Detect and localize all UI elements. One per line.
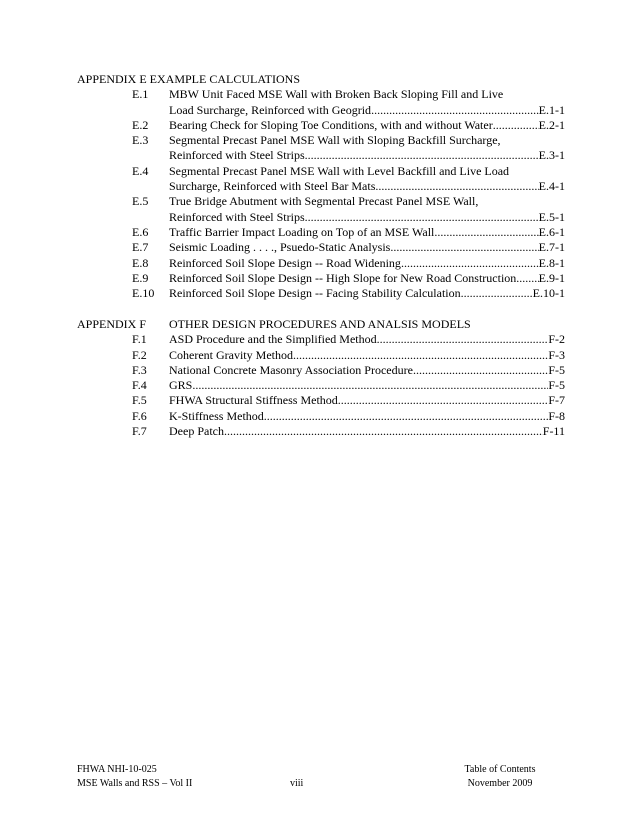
toc-entry-body <box>169 409 565 424</box>
toc-entry-line <box>169 363 565 378</box>
footer-doc-id: FHWA NHI-10-025 <box>77 764 157 775</box>
toc-entry[interactable] <box>77 240 565 255</box>
toc-entry-body <box>169 87 565 118</box>
toc-entry-page[interactable]: E.7-1 <box>538 240 565 255</box>
toc-entry-line <box>169 210 565 225</box>
toc-entry-title: Segmental Precast Panel MSE Wall with Sloping Backfill Surcharge, <box>169 133 501 148</box>
toc-entry-page[interactable]: E.3-1 <box>538 148 565 163</box>
toc-entry-title: Bearing Check for Sloping Toe Conditions, with and without Water <box>169 117 493 132</box>
dot-leader <box>377 332 549 347</box>
dot-leader <box>264 409 549 424</box>
toc-entry[interactable] <box>77 409 565 424</box>
toc-entry-number: E.4 <box>132 163 149 178</box>
toc-entry-page[interactable]: F-7 <box>548 393 565 408</box>
toc-entry-page[interactable]: F-8 <box>548 408 565 423</box>
toc-entry-page[interactable]: E.9-1 <box>538 270 565 285</box>
footer-section: Table of Contents <box>464 764 536 775</box>
toc-entry-body <box>169 164 565 195</box>
toc-entry-page[interactable]: E.5-1 <box>538 209 565 224</box>
toc-entry-line <box>169 378 565 393</box>
toc-entry-title: Surcharge, Reinforced with Steel Bar Mats <box>169 179 376 194</box>
toc-entry-number: F.1 <box>132 332 147 347</box>
footer-left <box>77 763 192 791</box>
toc-entry[interactable] <box>77 363 565 378</box>
toc-entry-title: National Concrete Masonry Association Procedure <box>169 362 413 377</box>
dot-leader <box>401 256 539 271</box>
toc-entry-title: FHWA Structural Stiffness Method <box>169 393 338 408</box>
toc-entry-page[interactable]: E.2-1 <box>538 117 565 132</box>
appendix-e-section <box>77 72 565 301</box>
toc-entry-line <box>169 286 565 301</box>
footer-doc-title: MSE Walls and RSS – Vol II <box>77 778 193 789</box>
toc-entry[interactable] <box>77 256 565 271</box>
toc-entry-number: F.3 <box>132 362 147 377</box>
toc-entry-title: True Bridge Abutment with Segmental Precast Panel MSE Wall, <box>169 194 479 209</box>
toc-entry-line <box>169 148 565 163</box>
toc-entry-line <box>169 164 565 179</box>
toc-entry-line <box>169 332 565 347</box>
toc-entry-body <box>169 271 565 286</box>
toc-entry-title: Coherent Gravity Method <box>169 347 293 362</box>
footer-date: November 2009 <box>467 778 533 789</box>
toc-entry[interactable] <box>77 378 565 393</box>
toc-entry[interactable] <box>77 133 565 164</box>
toc-entry-body <box>169 256 565 271</box>
toc-entry-line <box>169 118 565 133</box>
dot-leader <box>375 179 538 194</box>
dot-leader <box>434 225 538 240</box>
toc-entry-page[interactable]: F-11 <box>542 424 565 439</box>
toc-entry-number: F.4 <box>132 378 147 393</box>
toc-entry[interactable] <box>77 424 565 439</box>
toc-entry-body <box>169 378 565 393</box>
toc-entry-title: Reinforced Soil Slope Design -- High Slope for New Road Construction <box>169 270 517 285</box>
dot-leader <box>516 271 538 286</box>
toc-entry-line <box>169 225 565 240</box>
toc-entry-number: F.5 <box>132 393 147 408</box>
toc-entry-body <box>169 286 565 301</box>
toc-entry-page[interactable]: F-2 <box>548 332 565 347</box>
dot-leader <box>493 118 539 133</box>
appendix-e-title: APPENDIX E EXAMPLE CALCULATIONS <box>77 72 301 86</box>
toc-entry-number: E.5 <box>132 194 149 209</box>
appendix-f-label: APPENDIX F <box>77 317 147 331</box>
footer-page-number: viii <box>290 778 304 789</box>
toc-entry-number: E.9 <box>132 270 149 285</box>
toc-entry-title: Deep Patch <box>169 424 224 439</box>
toc-entry-title: Reinforced Soil Slope Design -- Facing Stability Calculation <box>169 286 461 301</box>
toc-entry-body <box>169 393 565 408</box>
toc-entry-body <box>169 133 565 164</box>
dot-leader <box>461 286 533 301</box>
toc-entry-page[interactable]: F-3 <box>548 347 565 362</box>
dot-leader <box>305 210 539 225</box>
toc-entry-line <box>169 409 565 424</box>
toc-entry-title: Seismic Loading . . . ., Psuedo-Static Analysis <box>169 240 391 255</box>
toc-entry-title: K-Stiffness Method <box>169 408 264 423</box>
toc-entry-line <box>169 179 565 194</box>
toc-entry-title: Load Surcharge, Reinforced with Geogrid <box>169 102 372 117</box>
toc-entry-line <box>169 133 565 148</box>
toc-entry-line <box>169 240 565 255</box>
appendix-f-entries <box>77 332 565 439</box>
toc-entry[interactable] <box>77 393 565 408</box>
toc-entry-title: Segmental Precast Panel MSE Wall with Level Backfill and Live Load <box>169 163 510 178</box>
toc-entry[interactable] <box>77 286 565 301</box>
dot-leader <box>293 348 548 363</box>
toc-entry-page[interactable]: E.8-1 <box>538 255 565 270</box>
toc-entry-line <box>169 194 565 209</box>
toc-entry[interactable] <box>77 87 565 118</box>
toc-entry[interactable] <box>77 271 565 286</box>
toc-entry-number: F.6 <box>132 408 147 423</box>
toc-entry-number: E.6 <box>132 224 149 239</box>
toc-entry-body <box>169 240 565 255</box>
appendix-f-title: OTHER DESIGN PROCEDURES AND ANALSIS MODELS <box>169 317 471 331</box>
toc-entry-title: Reinforced with Steel Strips <box>169 209 305 224</box>
toc-entry[interactable] <box>77 164 565 195</box>
toc-entry-number: E.1 <box>132 87 149 102</box>
footer-right <box>440 763 560 791</box>
dot-leader <box>338 393 549 408</box>
toc-entry-number: F.7 <box>132 424 147 439</box>
toc-entry-title: Reinforced Soil Slope Design -- Road Widening <box>169 255 401 270</box>
dot-leader <box>390 240 538 255</box>
toc-entry-page[interactable]: E.4-1 <box>538 179 565 194</box>
toc-entry[interactable] <box>77 118 565 133</box>
toc-entry-line <box>169 87 565 102</box>
toc-entry-page[interactable]: F-5 <box>548 362 565 377</box>
toc-entry-number: F.2 <box>132 347 147 362</box>
toc-entry-body <box>169 363 565 378</box>
toc-entry-line <box>169 256 565 271</box>
toc-entry-title: MBW Unit Faced MSE Wall with Broken Back Sloping Fill and Live <box>169 87 504 102</box>
toc-entry-line <box>169 393 565 408</box>
dot-leader <box>224 424 543 439</box>
toc-entry[interactable] <box>77 225 565 240</box>
toc-entry-body <box>169 118 565 133</box>
toc-entry[interactable] <box>77 348 565 363</box>
toc-entry-line <box>169 348 565 363</box>
toc-entry-number: E.10 <box>132 286 155 301</box>
toc-entry-title: Reinforced with Steel Strips <box>169 148 305 163</box>
toc-entry-page[interactable]: F-5 <box>548 378 565 393</box>
dot-leader <box>192 378 548 393</box>
toc-entry-line <box>169 271 565 286</box>
toc-entry-number: E.8 <box>132 255 149 270</box>
toc-entry-body <box>169 225 565 240</box>
toc-entry[interactable] <box>77 194 565 225</box>
toc-entry-title: ASD Procedure and the Simplified Method <box>169 332 377 347</box>
toc-entry-line <box>169 424 565 439</box>
appendix-f-section <box>77 317 565 439</box>
toc-entry-body <box>169 332 565 347</box>
toc-entry-body <box>169 194 565 225</box>
dot-leader <box>371 103 539 118</box>
toc-entry-page[interactable]: E.1-1 <box>538 102 565 117</box>
toc-entry-title: Traffic Barrier Impact Loading on Top of an MSE Wall <box>169 224 435 239</box>
toc-entry-body <box>169 348 565 363</box>
toc-entry-line <box>169 103 565 118</box>
toc-entry-number: E.3 <box>132 133 149 148</box>
toc-entry-number: E.2 <box>132 117 149 132</box>
dot-leader <box>413 363 548 378</box>
toc-entry-number: E.7 <box>132 240 149 255</box>
toc-entry-body <box>169 424 565 439</box>
appendix-e-entries <box>77 87 565 301</box>
dot-leader <box>305 148 539 163</box>
toc-entry-title: GRS <box>169 378 193 393</box>
appendix-f-heading <box>77 317 565 332</box>
toc-entry[interactable] <box>77 332 565 347</box>
toc-entry-page[interactable]: E.6-1 <box>538 224 565 239</box>
toc-entry-page[interactable]: E.10-1 <box>532 286 565 301</box>
